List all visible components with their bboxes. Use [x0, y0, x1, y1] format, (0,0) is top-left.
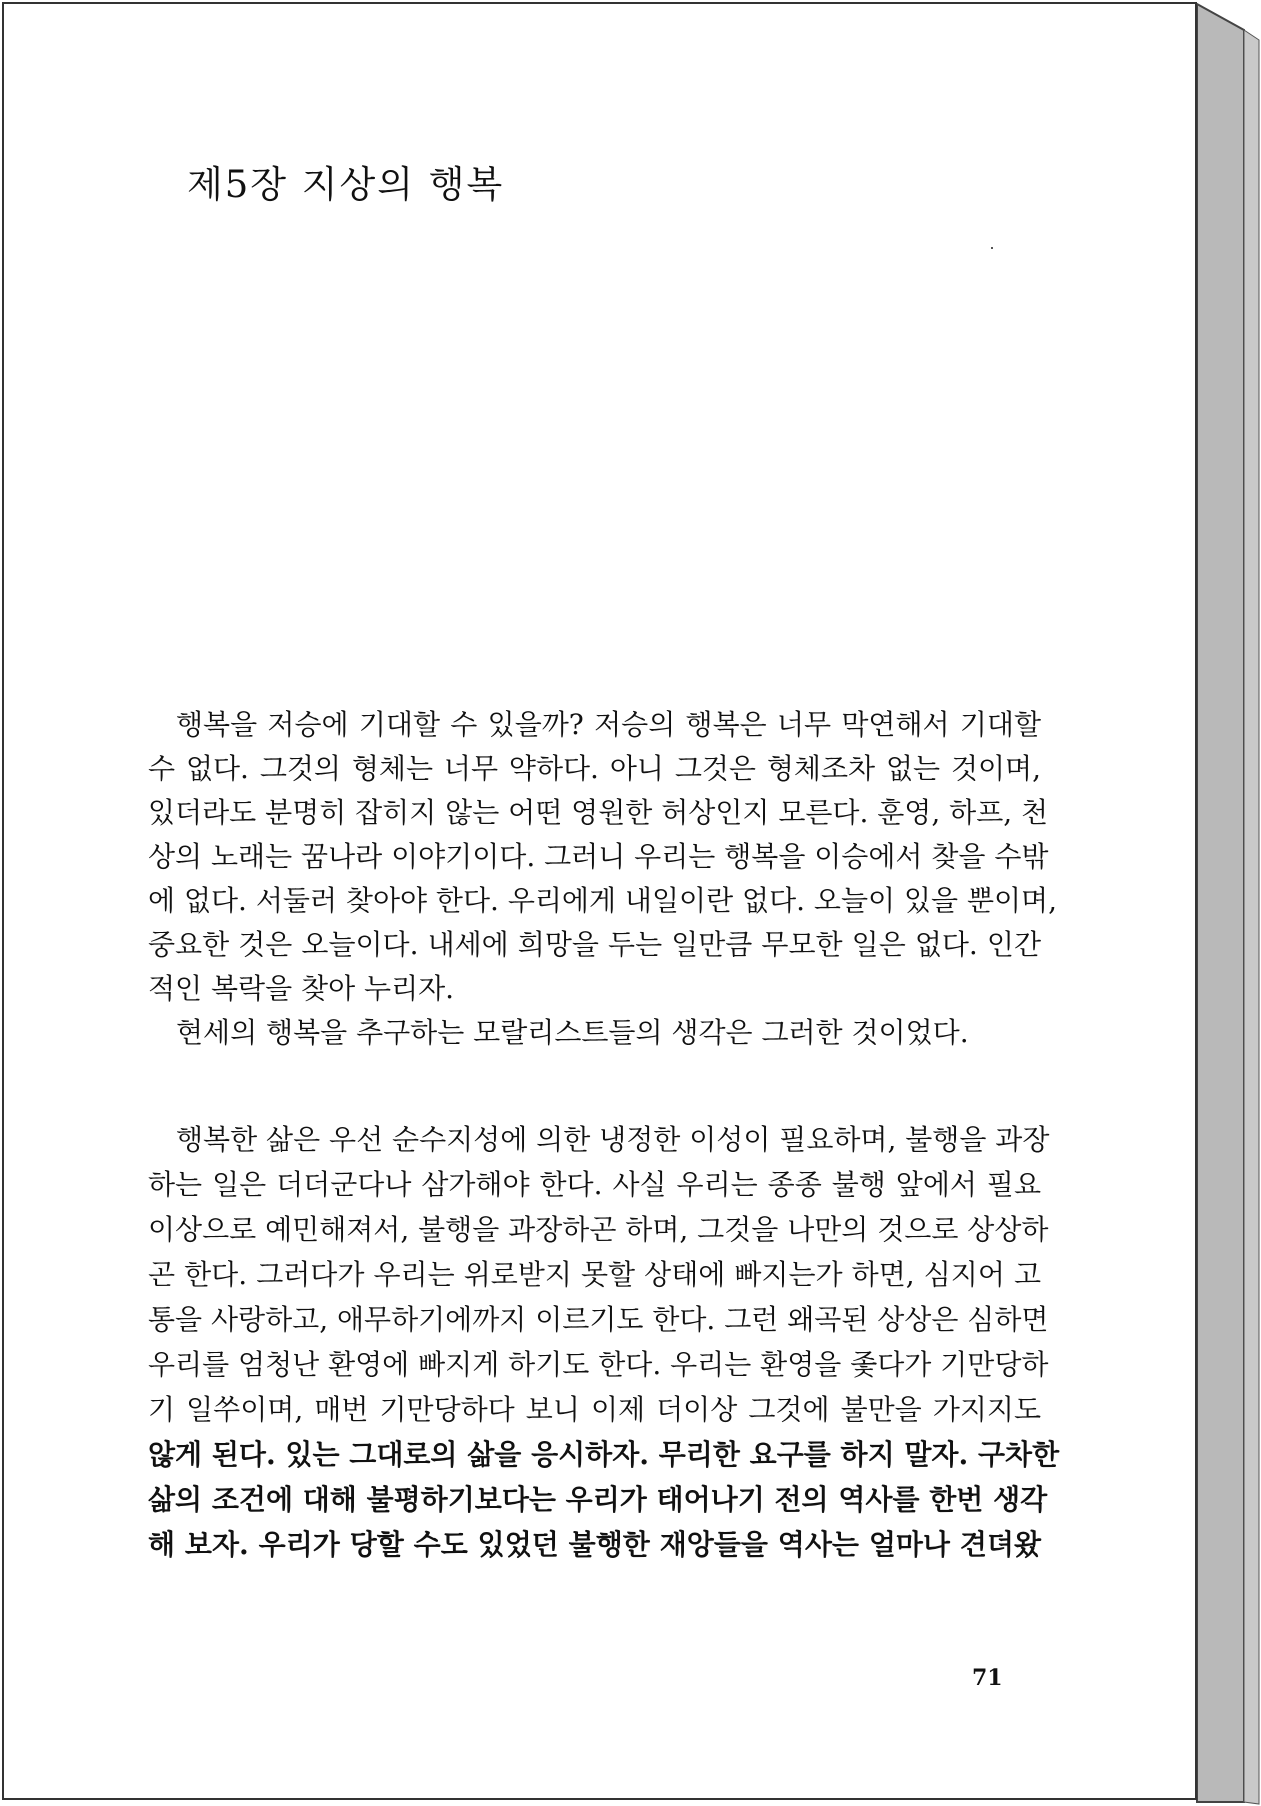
page-sheet	[2, 2, 1197, 1800]
page-number: 71	[972, 1665, 1003, 1691]
stray-mark	[991, 247, 993, 249]
text-line: 수 없다. 그것의 형체는 너무 약하다. 아니 그것은 형체조차 없는 것이며,	[148, 752, 1041, 785]
text-line: 중요한 것은 오늘이다. 내세에 희망을 두는 일만큼 무모한 일은 없다. 인간	[148, 928, 1041, 961]
text-line: 있더라도 분명히 잡히지 않는 어떤 영원한 허상인지 모른다. 훈영, 하프, 천	[148, 796, 1049, 829]
text-line: 행복한 삶은 우선 순수지성에 의한 냉정한 이성이 필요하며, 불행을 과장	[176, 1123, 1050, 1156]
text-line: 적인 복락을 찾아 누리자.	[148, 972, 455, 1005]
text-line: 우리를 엄청난 환영에 빠지게 하기도 한다. 우리는 환영을 좇다가 기만당하	[148, 1348, 1049, 1381]
chapter-title: 제5장 지상의 행복	[187, 163, 505, 206]
text-line: 행복을 저승에 기대할 수 있을까? 저승의 행복은 너무 막연해서 기대할	[176, 708, 1041, 741]
text-line: 통을 사랑하고, 애무하기에까지 이르기도 한다. 그런 왜곡된 상상은 심하면	[148, 1303, 1049, 1336]
text-line: 하는 일은 더더군다나 삼가해야 한다. 사실 우리는 종종 불행 앞에서 필요	[148, 1168, 1041, 1201]
text-line: 기 일쑤이며, 매번 기만당하다 보니 이제 더이상 그것에 불만을 가지지도	[148, 1393, 1041, 1426]
text-line: 삶의 조건에 대해 불평하기보다는 우리가 태어나기 전의 역사를 한번 생각	[148, 1483, 1048, 1516]
text-line: 현세의 행복을 추구하는 모랄리스트들의 생각은 그러한 것이었다.	[176, 1016, 969, 1049]
text-line: 상의 노래는 꿈나라 이야기이다. 그러니 우리는 행복을 이승에서 찾을 수밖	[148, 840, 1049, 873]
text-line: 해 보자. 우리가 당할 수도 있었던 불행한 재앙들을 역사는 얼마나 견뎌왔	[148, 1528, 1041, 1561]
text-line: 이상으로 예민해져서, 불행을 과장하곤 하며, 그것을 나만의 것으로 상상하	[148, 1213, 1049, 1246]
text-line: 않게 된다. 있는 그대로의 삶을 응시하자. 무리한 요구를 하지 말자. 구차한	[148, 1438, 1060, 1471]
text-line: 곤 한다. 그러다가 우리는 위로받지 못할 상태에 빠지는가 하면, 심지어 고	[148, 1258, 1041, 1291]
text-line: 에 없다. 서둘러 찾아야 한다. 우리에게 내일이란 없다. 오늘이 있을 뿐이며,	[148, 884, 1058, 917]
